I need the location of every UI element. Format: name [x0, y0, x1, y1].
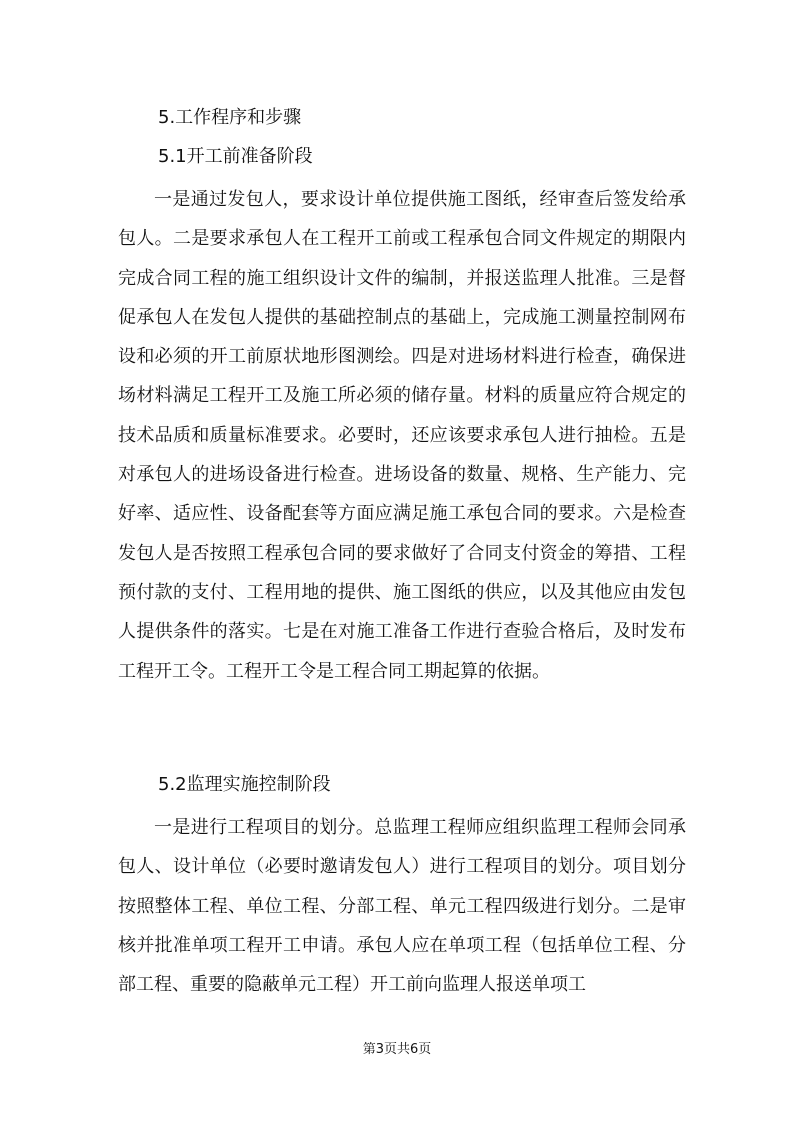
- page-number-footer: 第3页共6页: [362, 1042, 432, 1057]
- paragraph-5-2: 一是进行工程项目的划分。总监理工程师应组织监理工程师会同承包人、设计单位（必要时邀请发包人）进行工程项目的划分。项目划分按照整体工程、单位工程、分部工程、单元工程四级进行划分。二是审核并批准单项工程开工申请。承包人应在单项工程（包括单位工程、分部工程、重要的隐蔽单元工程）开工前向监理人报送单项工: [118, 817, 686, 996]
- section-heading-5-2: 5.2监理实施控制阶段: [158, 774, 331, 795]
- paragraph-5-1: 一是通过发包人，要求设计单位提供施工图纸，经审查后签发给承包人。二是要求承包人在工程开工前或工程承包合同文件规定的期限内完成合同工程的施工组织设计文件的编制，并报送监理人批准。三是督促承包人在发包人提供的基础控制点的基础上，完成施工测量控制网布设和必须的开工前原状地形图测绘。四是对进场材料进行检查，确保进场材料满足工程开工及施工所必须的储存量。材料的质量应符合规定的技术品质和质量标准要求。必要时，还应该要求承包人进行抽检。五是对承包人的进场设备进行检查。进场设备的数量、规格、生产能力、完好率、适应性、设备配套等方面应满足施工承包合同的要求。六是检查发包人是否按照工程承包合同的要求做好了合同支付资金的筹措、工程预付款的支付、工程用地的提供、施工图纸的供应，以及其他应由发包人提供条件的落实。七是在对施工准备工作进行查验合格后，及时发布工程开工令。工程开工令是工程合同工期起算的依据。: [118, 189, 686, 682]
- section-heading-5-1: 5.1开工前准备阶段: [158, 146, 313, 167]
- section-heading-5: 5.工作程序和步骤: [158, 107, 302, 128]
